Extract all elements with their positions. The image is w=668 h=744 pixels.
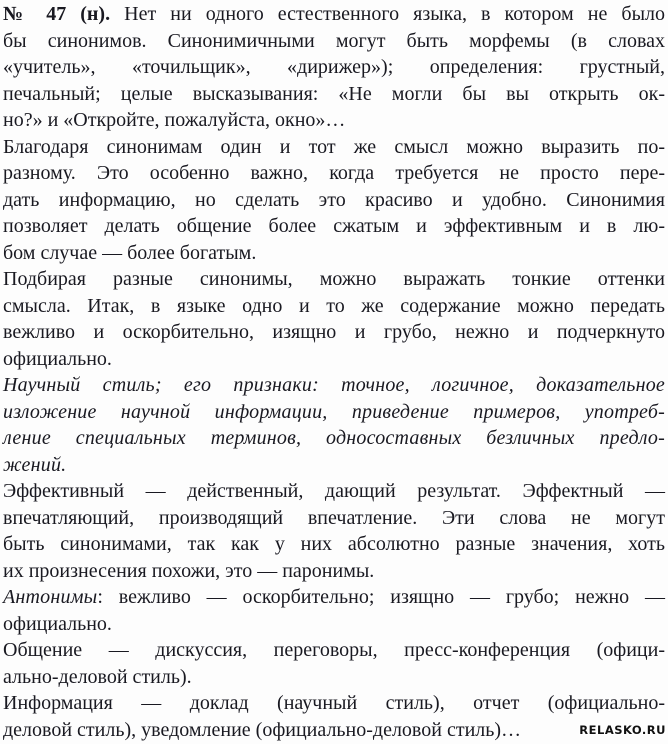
paragraph-shades-of-meaning [3, 266, 665, 372]
text-line [3, 160, 665, 187]
text-line [3, 558, 665, 585]
text-segment: бы синонимов. Синонимичными могут быть морфемы (в словах [3, 29, 665, 52]
text-segment: печальный; целые высказывания: «Не могли бы вы открыть ок- [3, 82, 665, 105]
text-segment: изложение научной информации, приведение примеров, употреб- [3, 400, 665, 423]
text-line [3, 346, 665, 373]
text-segment: дать информацию, но сделать это красиво и удобно. Синонимия [3, 188, 665, 211]
paragraph-synonyms-meaning [3, 134, 665, 267]
text-line [3, 319, 665, 346]
text-line [3, 690, 665, 717]
text-line [3, 134, 665, 161]
text-line [3, 478, 665, 505]
text-line [3, 611, 665, 638]
text-segment: их произнесения похожи, это — паронимы. [3, 559, 375, 582]
text-segment: Подбирая разные синонимы, можно выражать тонкие оттенки [3, 268, 665, 290]
text-segment: Эффективный — действенный, дающий результат. Эффектный — [3, 480, 665, 502]
text-line [3, 637, 665, 664]
text-line [3, 28, 665, 55]
text-line [3, 664, 665, 691]
text-segment: впечатляющий, производящий впечатление. Эти слова не могут [3, 506, 665, 529]
paragraph-antonyms [3, 584, 665, 637]
text-segment: вежливо и оскорбительно, изящно и грубо, нежно и подчеркнуто [3, 321, 665, 343]
text-segment: быть синонимами, так как у них абсолютно разные значения, хоть [3, 533, 665, 555]
paragraph-communication [3, 637, 665, 690]
text-line [3, 213, 665, 240]
text-segment: деловой стиль), уведомление (официально-деловой стиль)… [3, 718, 522, 741]
text-segment: смысла. Итак, в языке одно и то же содержание можно передать [3, 294, 665, 317]
text-segment: ально-деловой стиль). [3, 665, 192, 688]
antonyms-term: Антонимы [3, 586, 98, 608]
text-line [3, 717, 665, 744]
text-segment: Информация — доклад (научный стиль), отчет (официально- [3, 692, 665, 714]
text-segment: ление специальных терминов, односоставных безличных предло- [3, 427, 665, 449]
text-line [3, 107, 665, 134]
text-line [3, 584, 665, 611]
text-segment: разному. Это особенно важно, когда требуется не просто пере- [3, 162, 665, 184]
text-line [3, 372, 665, 399]
text-segment: Благодаря синонимам один и тот же смысл можно выразить по- [3, 135, 665, 158]
text-segment: Научный стиль; его признаки: точное, логичное, доказательное [3, 374, 665, 396]
text-line [3, 54, 665, 81]
paragraph-information [3, 690, 665, 743]
text-segment: Нет ни одного естественного языка, в котором не было [110, 3, 665, 25]
text-segment: позволяет делать общение более сжатым и эффективным и в лю- [3, 215, 665, 237]
text-line [3, 187, 665, 214]
text-segment: но?» и «Откройте, пожалуйста, окно»… [3, 109, 346, 131]
text-line [3, 399, 665, 426]
text-line [3, 293, 665, 320]
exercise-number: № 47 (н). [3, 3, 111, 25]
text-line [3, 1, 665, 28]
paragraph-scientific-style [3, 372, 665, 478]
text-segment: «учитель», «точильщик», «дирижер»); определения: грустный, [3, 56, 665, 78]
text-segment: : вежливо — оскорбительно; изящно — грубо; нежно — [97, 586, 665, 608]
paragraph-paronyms [3, 478, 665, 584]
site-watermark: RELASKO.RU [579, 722, 666, 737]
text-segment: жений. [3, 453, 67, 476]
text-line [3, 452, 665, 479]
text-line [3, 505, 665, 532]
text-segment: Общение — дискуссия, переговоры, пресс-конференция (офици- [3, 639, 665, 661]
text-segment: бом случае — более богатым. [3, 241, 257, 264]
text-segment: официально. [3, 612, 112, 635]
text-line [3, 240, 665, 267]
text-line [3, 531, 665, 558]
text-line [3, 266, 665, 293]
text-line [3, 81, 665, 108]
text-segment: официально. [3, 347, 112, 370]
paragraph-intro [3, 1, 665, 134]
text-line [3, 425, 665, 452]
